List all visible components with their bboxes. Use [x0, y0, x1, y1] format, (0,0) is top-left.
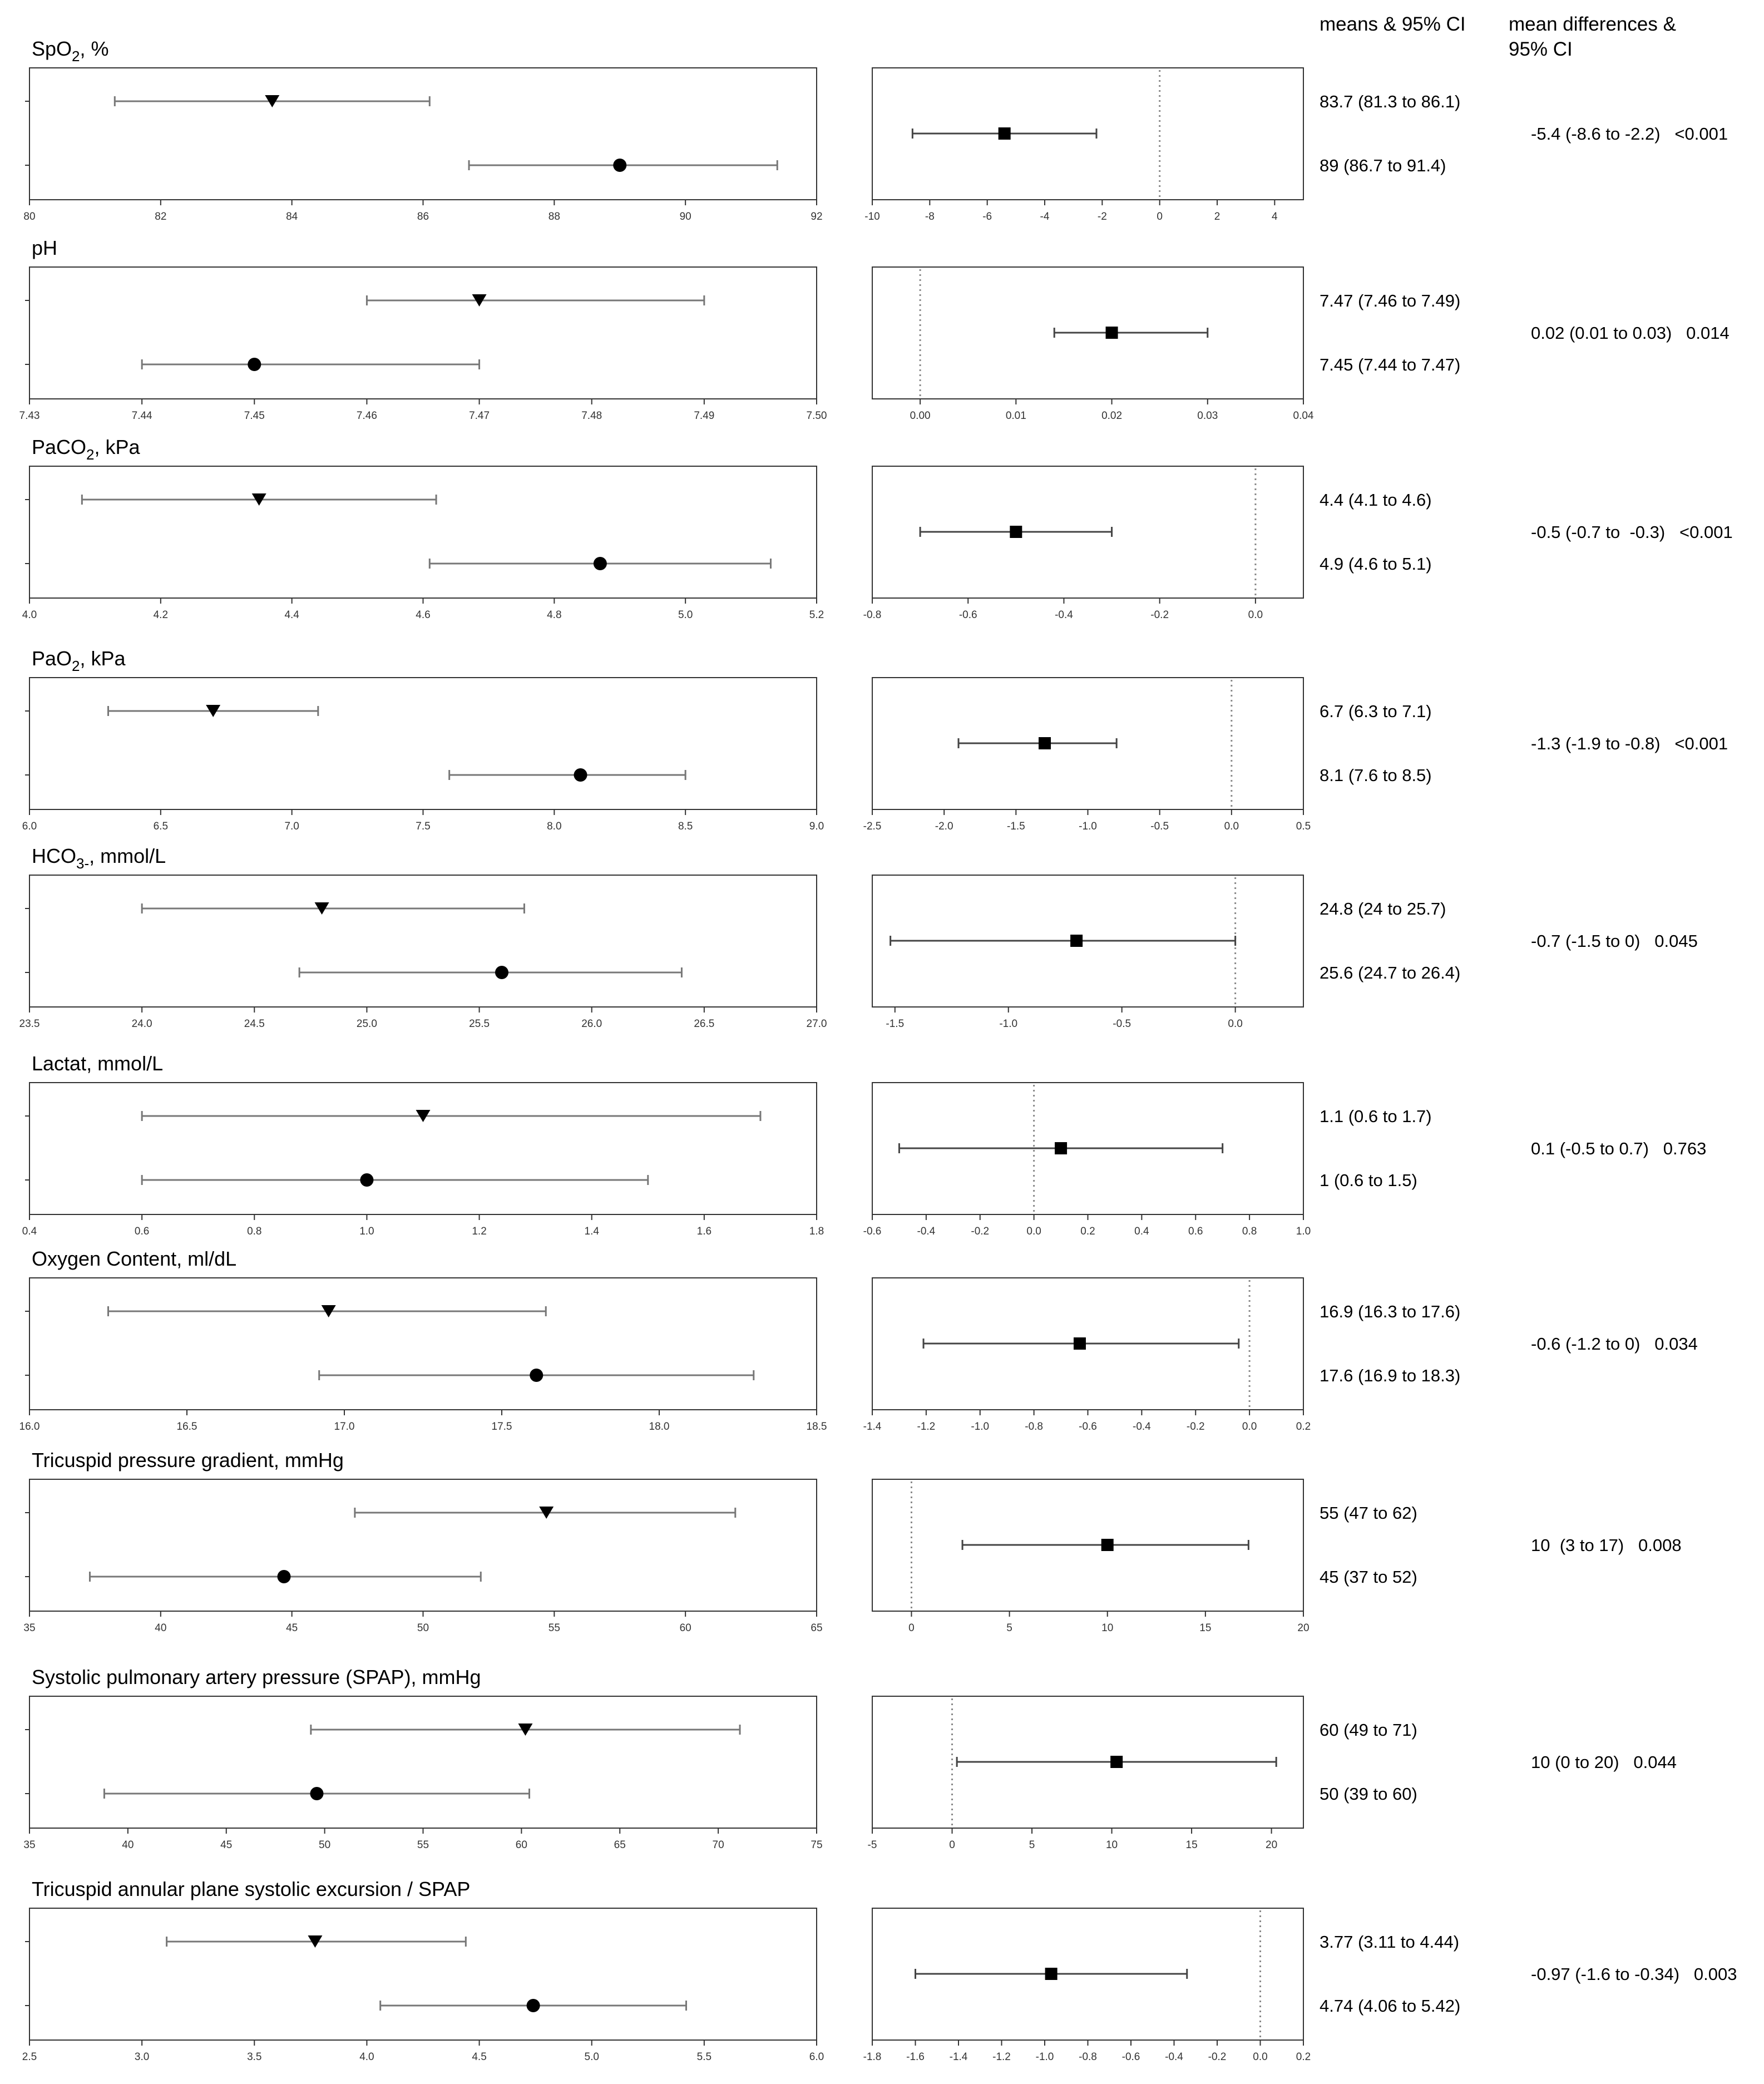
group-axis-tick-label: 5.5	[696, 2051, 712, 2063]
group-axis-tick-label: 7.48	[581, 410, 602, 422]
difference-axis-tick-label: -0.8	[1025, 1421, 1043, 1433]
group-axis-tick-label: 23.5	[19, 1018, 40, 1030]
group-axis-tick-label: 7.49	[694, 410, 715, 422]
difference-axis-tick-label: -2.0	[935, 821, 953, 832]
group-plot-frame	[29, 678, 817, 809]
panel-title-subscript: 2	[86, 446, 95, 463]
difference-axis-tick-label: -0.4	[917, 1226, 936, 1237]
panels-container	[19, 37, 1737, 2063]
group-axis-tick-label: 27.0	[806, 1018, 827, 1030]
difference-axis-tick-label: 0.2	[1296, 2051, 1311, 2063]
group-axis-tick-label: 84	[286, 211, 298, 223]
difference-axis-tick-label: -2.5	[863, 821, 882, 832]
means-ci-text: 55 (47 to 62)	[1320, 1503, 1417, 1523]
panel-title	[32, 1666, 481, 1688]
group-axis-tick-label: 0.8	[247, 1226, 262, 1237]
means-ci-text: 8.1 (7.6 to 8.5)	[1320, 766, 1432, 785]
group-axis-tick-label: 5.0	[584, 2051, 599, 2063]
group-axis-tick-label: 3.0	[134, 2051, 150, 2063]
group-axis-tick-label: 26.0	[581, 1018, 602, 1030]
difference-axis-tick-label: 10	[1101, 1622, 1114, 1634]
mean-marker-circle	[613, 159, 626, 172]
panel-title-subscript: 2	[72, 658, 80, 674]
mean-marker-circle	[495, 966, 508, 979]
group-plot-frame	[29, 875, 817, 1007]
mean-marker-square	[1010, 526, 1022, 538]
difference-axis-tick-label: 0.2	[1080, 1226, 1095, 1237]
difference-axis-tick-label: -0.6	[958, 609, 977, 621]
difference-axis-tick-label: -1.2	[917, 1421, 936, 1433]
group-axis-tick-label: 0.4	[22, 1226, 37, 1237]
group-axis-tick-label: 7.46	[356, 410, 377, 422]
group-axis-tick-label: 60	[679, 1622, 691, 1634]
means-ci-text: 24.8 (24 to 25.7)	[1320, 899, 1446, 918]
panel-3	[22, 647, 1728, 832]
difference-axis-tick-label: 1.0	[1296, 1226, 1311, 1237]
panel-title-main: Oxygen Content, ml/dL	[32, 1247, 237, 1270]
panel-title-main: Systolic pulmonary artery pressure (SPAP), mmHg	[32, 1666, 481, 1688]
difference-axis-tick-label: -1.4	[863, 1421, 882, 1433]
group-axis-tick-label: 25.5	[469, 1018, 490, 1030]
group-axis-tick-label: 1.6	[696, 1226, 712, 1237]
group-plot-frame	[29, 1479, 817, 1611]
panel-title-main: Lactat, mmol/L	[32, 1052, 164, 1075]
header-diff-line1: mean differences &	[1509, 13, 1676, 35]
mean-marker-square	[1070, 935, 1083, 947]
group-axis-tick-label: 16.0	[19, 1421, 40, 1433]
group-plot-frame	[29, 466, 817, 598]
mean-marker-square	[1045, 1968, 1058, 1980]
group-axis-tick-label: 45	[286, 1622, 298, 1634]
means-ci-text: 1 (0.6 to 1.5)	[1320, 1171, 1417, 1190]
group-axis-tick-label: 4.8	[547, 609, 562, 621]
group-axis-tick-label: 7.47	[469, 410, 490, 422]
group-axis-tick-label: 7.5	[416, 821, 431, 832]
group-axis-tick-label: 65	[614, 1839, 626, 1851]
difference-axis-tick-label: -1.5	[1006, 821, 1025, 832]
difference-axis-tick-label: 0.0	[1228, 1018, 1243, 1030]
means-ci-text: 16.9 (16.3 to 17.6)	[1320, 1302, 1461, 1321]
group-axis-tick-label: 1.8	[809, 1226, 824, 1237]
group-axis-tick-label: 7.50	[806, 410, 827, 422]
difference-ci-pvalue-text: -0.97 (-1.6 to -0.34) 0.003	[1531, 1964, 1737, 1984]
difference-ci-pvalue-text: 10 (0 to 20) 0.044	[1531, 1752, 1677, 1772]
difference-axis-tick-label: 0	[949, 1839, 955, 1851]
difference-axis-tick-label: 0.01	[1005, 410, 1026, 422]
difference-axis-tick-label: -1.2	[992, 2051, 1011, 2063]
means-ci-text: 6.7 (6.3 to 7.1)	[1320, 702, 1432, 721]
panel-6	[19, 1247, 1698, 1433]
group-axis-tick-label: 4.6	[416, 609, 431, 621]
panel-title	[32, 236, 57, 259]
difference-ci-pvalue-text: 10 (3 to 17) 0.008	[1531, 1535, 1682, 1555]
difference-axis-tick-label: -0.6	[863, 1226, 882, 1237]
panel-title	[32, 436, 141, 463]
group-axis-tick-label: 25.0	[356, 1018, 377, 1030]
mean-marker-square	[1106, 327, 1118, 339]
means-ci-text: 4.4 (4.1 to 4.6)	[1320, 490, 1432, 510]
group-axis-tick-label: 90	[679, 211, 691, 223]
group-axis-tick-label: 18.5	[806, 1421, 827, 1433]
difference-axis-tick-label: -1.0	[1035, 2051, 1054, 2063]
panel-title-unit: , mmol/L	[89, 845, 166, 867]
difference-axis-tick-label: -5	[867, 1839, 877, 1851]
difference-axis-tick-label: -0.5	[1113, 1018, 1131, 1030]
mean-marker-circle	[360, 1173, 373, 1187]
mean-marker-square	[1039, 737, 1051, 749]
panel-title	[32, 845, 166, 872]
difference-ci-pvalue-text: -1.3 (-1.9 to -0.8) <0.001	[1531, 734, 1728, 753]
group-axis-tick-label: 18.0	[649, 1421, 670, 1433]
panel-title-unit: , kPa	[80, 647, 126, 670]
panel-title-main: PaCO	[32, 436, 87, 458]
mean-marker-square	[1101, 1539, 1114, 1551]
difference-axis-tick-label: -0.2	[1150, 609, 1169, 621]
group-axis-tick-label: 6.0	[22, 821, 37, 832]
means-ci-text: 3.77 (3.11 to 4.44)	[1320, 1932, 1460, 1952]
difference-axis-tick-label: -0.8	[863, 609, 882, 621]
difference-axis-tick-label: 0.00	[910, 410, 931, 422]
group-axis-tick-label: 88	[548, 211, 560, 223]
difference-axis-tick-label: -1.6	[906, 2051, 925, 2063]
group-axis-tick-label: 8.0	[547, 821, 562, 832]
group-axis-tick-label: 3.5	[247, 2051, 262, 2063]
group-axis-tick-label: 55	[548, 1622, 560, 1634]
difference-axis-tick-label: -10	[864, 211, 880, 223]
panel-1	[19, 236, 1730, 422]
means-ci-text: 4.74 (4.06 to 5.42)	[1320, 1996, 1461, 2016]
group-plot-frame	[29, 1278, 817, 1410]
group-axis-tick-label: 55	[417, 1839, 429, 1851]
difference-axis-tick-label: 20	[1266, 1839, 1278, 1851]
group-plot-frame	[29, 68, 817, 200]
group-axis-tick-label: 5.2	[809, 609, 824, 621]
means-ci-text: 60 (49 to 71)	[1320, 1720, 1417, 1740]
panel-title-unit: , kPa	[94, 436, 140, 458]
panel-7	[23, 1449, 1681, 1634]
panel-title-unit: , %	[80, 37, 109, 60]
group-axis-tick-label: 40	[155, 1622, 167, 1634]
group-axis-tick-label: 7.0	[284, 821, 299, 832]
difference-axis-tick-label: -1.5	[886, 1018, 905, 1030]
group-axis-tick-label: 1.2	[472, 1226, 487, 1237]
group-plot-frame	[29, 1696, 817, 1828]
mean-marker-circle	[530, 1369, 543, 1382]
group-axis-tick-label: 2.5	[22, 2051, 37, 2063]
difference-axis-tick-label: 15	[1199, 1622, 1212, 1634]
panel-title	[32, 1247, 236, 1270]
group-axis-tick-label: 24.5	[244, 1018, 265, 1030]
panel-title-main: Tricuspid annular plane systolic excursion / SPAP	[32, 1878, 471, 1900]
difference-axis-tick-label: 0.6	[1188, 1226, 1203, 1237]
difference-axis-tick-label: 20	[1297, 1622, 1310, 1634]
difference-axis-tick-label: -8	[925, 211, 935, 223]
difference-axis-tick-label: 0.0	[1248, 609, 1263, 621]
difference-axis-tick-label: 0	[908, 1622, 915, 1634]
panel-title-main: HCO	[32, 845, 76, 867]
means-ci-text: 4.9 (4.6 to 5.1)	[1320, 554, 1432, 574]
group-plot-frame	[29, 1908, 817, 2040]
difference-ci-pvalue-text: 0.1 (-0.5 to 0.7) 0.763	[1531, 1139, 1707, 1158]
difference-axis-tick-label: 4	[1272, 211, 1278, 223]
group-axis-tick-label: 9.0	[809, 821, 824, 832]
group-axis-tick-label: 4.4	[284, 609, 299, 621]
difference-axis-tick-label: 10	[1105, 1839, 1118, 1851]
difference-axis-tick-label: -0.4	[1165, 2051, 1183, 2063]
group-axis-tick-label: 60	[515, 1839, 527, 1851]
group-axis-tick-label: 17.0	[334, 1421, 355, 1433]
mean-marker-circle	[278, 1570, 291, 1583]
difference-axis-tick-label: -0.6	[1121, 2051, 1140, 2063]
means-ci-text: 1.1 (0.6 to 1.7)	[1320, 1107, 1432, 1126]
group-axis-tick-label: 6.5	[153, 821, 169, 832]
group-axis-tick-label: 5.0	[678, 609, 693, 621]
means-ci-text: 45 (37 to 52)	[1320, 1567, 1417, 1587]
group-axis-tick-label: 6.0	[809, 2051, 824, 2063]
difference-axis-tick-label: -1.4	[949, 2051, 968, 2063]
group-axis-tick-label: 4.2	[153, 609, 169, 621]
means-ci-text: 25.6 (24.7 to 26.4)	[1320, 963, 1461, 982]
mean-marker-circle	[574, 768, 587, 782]
difference-axis-tick-label: -2	[1097, 211, 1107, 223]
mean-marker-circle	[248, 358, 261, 371]
panel-title	[32, 1052, 163, 1075]
difference-axis-tick-label: -1.0	[999, 1018, 1018, 1030]
group-axis-tick-label: 7.43	[19, 410, 40, 422]
difference-ci-pvalue-text: 0.02 (0.01 to 0.03) 0.014	[1531, 323, 1730, 343]
difference-axis-tick-label: 0.04	[1293, 410, 1314, 422]
difference-axis-tick-label: -0.5	[1150, 821, 1169, 832]
difference-axis-tick-label: 0.03	[1197, 410, 1218, 422]
difference-axis-tick-label: 0.8	[1242, 1226, 1257, 1237]
difference-axis-tick-label: -0.2	[1208, 2051, 1227, 2063]
difference-axis-tick-label: 0	[1157, 211, 1163, 223]
difference-axis-tick-label: 0.4	[1134, 1226, 1149, 1237]
group-axis-tick-label: 4.0	[359, 2051, 374, 2063]
group-axis-tick-label: 50	[319, 1839, 331, 1851]
group-axis-tick-label: 26.5	[694, 1018, 715, 1030]
mean-marker-square	[1074, 1337, 1086, 1350]
difference-ci-pvalue-text: -0.5 (-0.7 to -0.3) <0.001	[1531, 522, 1733, 542]
means-ci-text: 50 (39 to 60)	[1320, 1784, 1417, 1804]
difference-axis-tick-label: 2	[1214, 211, 1221, 223]
panel-title-main: Tricuspid pressure gradient, mmHg	[32, 1449, 344, 1471]
group-axis-tick-label: 0.6	[134, 1226, 150, 1237]
panel-9	[22, 1878, 1737, 2063]
difference-axis-tick-label: -0.2	[1186, 1421, 1205, 1433]
panel-title-main: PaO	[32, 647, 72, 670]
difference-axis-tick-label: 0.0	[1026, 1226, 1041, 1237]
mean-marker-square	[1110, 1756, 1123, 1768]
group-axis-tick-label: 45	[220, 1839, 233, 1851]
difference-axis-tick-label: -6	[982, 211, 992, 223]
difference-axis-tick-label: -1.0	[971, 1421, 990, 1433]
group-axis-tick-label: 75	[811, 1839, 823, 1851]
group-axis-tick-label: 35	[23, 1622, 36, 1634]
group-plot-frame	[29, 1083, 817, 1214]
group-axis-tick-label: 35	[23, 1839, 36, 1851]
mean-marker-circle	[527, 1999, 540, 2012]
difference-axis-tick-label: 0.02	[1101, 410, 1123, 422]
means-ci-text: 7.47 (7.46 to 7.49)	[1320, 291, 1461, 310]
group-axis-tick-label: 17.5	[491, 1421, 512, 1433]
panel-2	[22, 436, 1733, 621]
difference-axis-tick-label: 15	[1185, 1839, 1198, 1851]
difference-axis-tick-label: -0.2	[971, 1226, 990, 1237]
group-axis-tick-label: 86	[417, 211, 429, 223]
difference-axis-tick-label: -0.8	[1079, 2051, 1097, 2063]
means-ci-text: 7.45 (7.44 to 7.47)	[1320, 355, 1461, 374]
group-plot-frame	[29, 267, 817, 399]
group-axis-tick-label: 4.5	[472, 2051, 487, 2063]
difference-axis-tick-label: 0.0	[1253, 2051, 1268, 2063]
difference-axis-tick-label: 5	[1029, 1839, 1035, 1851]
panel-title-main: SpO	[32, 37, 72, 60]
difference-ci-pvalue-text: -0.7 (-1.5 to 0) 0.045	[1531, 931, 1698, 951]
means-ci-text: 83.7 (81.3 to 86.1)	[1320, 92, 1461, 111]
difference-axis-tick-label: -4	[1040, 211, 1050, 223]
group-axis-tick-label: 82	[155, 211, 167, 223]
difference-axis-tick-label: -0.6	[1079, 1421, 1097, 1433]
panel-0	[23, 37, 1728, 223]
panel-title-main: pH	[32, 236, 58, 259]
group-axis-tick-label: 1.4	[584, 1226, 599, 1237]
difference-axis-tick-label: 5	[1006, 1622, 1012, 1634]
mean-marker-square	[999, 127, 1011, 140]
difference-axis-tick-label: -0.4	[1055, 609, 1073, 621]
difference-ci-pvalue-text: -0.6 (-1.2 to 0) 0.034	[1531, 1334, 1698, 1354]
header-diff-line2: 95% CI	[1509, 38, 1573, 60]
group-axis-tick-label: 7.44	[131, 410, 152, 422]
header-means: means & 95% CI	[1320, 13, 1466, 35]
means-ci-text: 89 (86.7 to 91.4)	[1320, 156, 1446, 175]
group-axis-tick-label: 50	[417, 1622, 429, 1634]
group-axis-tick-label: 4.0	[22, 609, 37, 621]
group-axis-tick-label: 80	[23, 211, 36, 223]
mean-marker-square	[1055, 1142, 1067, 1154]
group-axis-tick-label: 24.0	[131, 1018, 152, 1030]
difference-axis-tick-label: 0.5	[1296, 821, 1311, 832]
mean-marker-circle	[594, 557, 607, 570]
mean-marker-circle	[310, 1787, 323, 1800]
panel-8	[23, 1666, 1677, 1851]
difference-axis-tick-label: 0.0	[1242, 1421, 1257, 1433]
group-axis-tick-label: 65	[811, 1622, 823, 1634]
panel-title	[32, 37, 109, 65]
difference-ci-pvalue-text: -5.4 (-8.6 to -2.2) <0.001	[1531, 124, 1728, 144]
means-ci-text: 17.6 (16.9 to 18.3)	[1320, 1366, 1461, 1385]
difference-axis-tick-label: 0.0	[1224, 821, 1239, 832]
group-axis-tick-label: 70	[712, 1839, 724, 1851]
group-axis-tick-label: 8.5	[678, 821, 693, 832]
difference-axis-tick-label: -1.0	[1079, 821, 1097, 832]
panel-title	[32, 1878, 470, 1900]
difference-axis-tick-label: -1.8	[863, 2051, 882, 2063]
panel-title-subscript: 3-	[76, 855, 90, 872]
panel-title	[32, 1449, 344, 1471]
panel-4	[19, 845, 1698, 1030]
group-axis-tick-label: 1.0	[359, 1226, 374, 1237]
group-axis-tick-label: 16.5	[176, 1421, 197, 1433]
panel-title-subscript: 2	[72, 48, 80, 65]
group-axis-tick-label: 40	[122, 1839, 134, 1851]
group-axis-tick-label: 92	[811, 211, 823, 223]
group-axis-tick-label: 7.45	[244, 410, 265, 422]
difference-axis-tick-label: -0.4	[1133, 1421, 1151, 1433]
difference-axis-tick-label: 0.2	[1296, 1421, 1311, 1433]
panel-5	[22, 1052, 1707, 1237]
panel-title	[32, 647, 126, 674]
